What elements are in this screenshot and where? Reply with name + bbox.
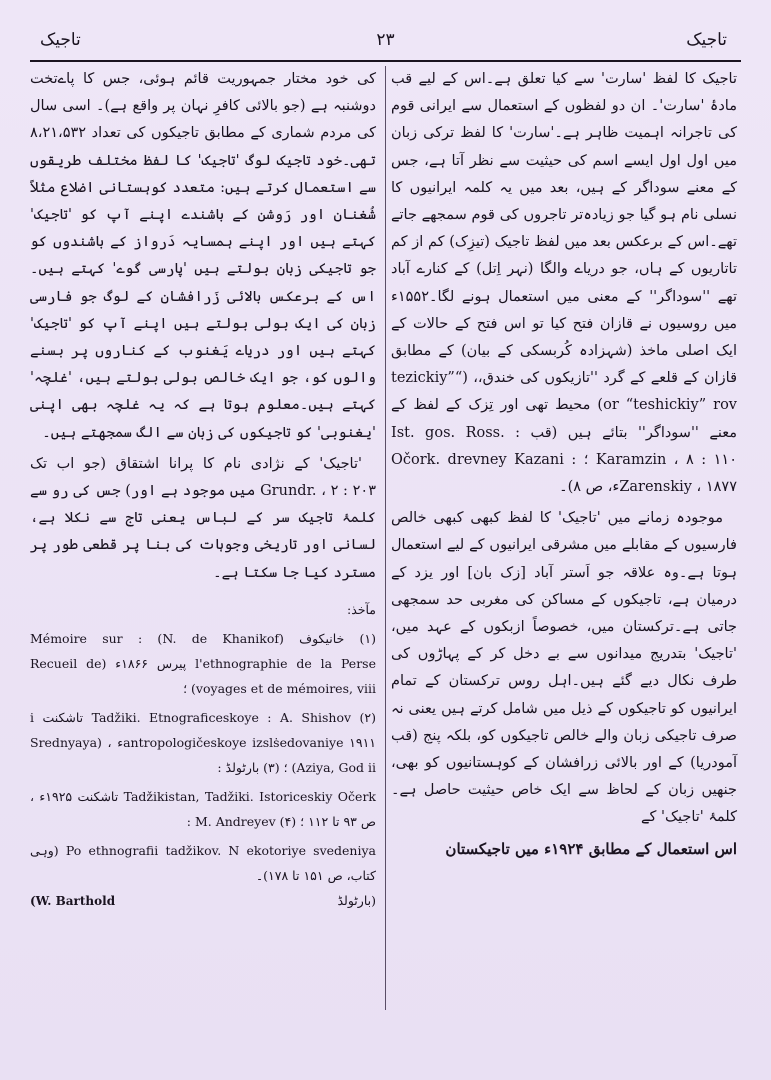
left-paragraph-2: 'تاجیک' کے نژادی نام کا پرانا اشتقاق (جو اب تک Grundr. ، ۲ : ۲۰۳ میں موجود ہے اور) جس کی رو سے کلمۂ تاجیک سر کے لباس یعنی تاج سے نکلا ہے، لسانی اور تاریخی وجوہات کی بنا پر قطعی طور پر مسترد کیا جا سکتا ہے۔ [30,455,376,581]
signature-urdu: (بارٹولڈ [337,892,376,908]
column-divider [385,66,386,1010]
running-head-left: تاجیک [40,30,81,50]
signature-latin: (W. Barthold [30,893,116,908]
running-head-right: تاجیک [686,30,727,50]
right-last-line: اس استعمال کے مطابق ۱۹۲۴ء میں تاجیکستان [445,839,737,858]
reference-entry: (۲) Tadžiki. Etnograficeskoye : A. Shishov تاشکنت i antropologičeskoye izslṡedovaniye ۱۹۱۱ء ، (Srednyaya Aziya, God ii) ؛ (۳) بارٹولڈ : [30,709,376,775]
references-heading: مآخذ: [346,601,376,617]
reference-entry: (۱) خانیکوف (N. de Khanikof) : Mémoire sur l'ethnographie de la Perse پیرس ۱۸۶۶ء (Recueil de voyages et de mémoires, viii) ؛ [30,630,376,696]
left-paragraph-1: کی خود مختار جمہوریت قائم ہوئی، جس کا پاے‌تخت دوشنبہ ہے (جو بالائی کافرِ نہان پر واقع ہے)۔ اسی سال کی مردم شماری کے مطابق تاجیکوں کی تعداد ۸،۲۱،۵۳۲ تھی۔خود تاجیک لوگ 'تاجیک' کا لفظ مختلف طریقوں سے استعمال کرتے ہیں: متعدد کوہستانی اضلاع مثلاً شُغنان اور رَوشن کے باشندے اپنے آپ کو 'تاجیک' کہتے ہیں اور اپنے ہمسایہ دَرواز کے باشندوں کو جو تاجیکی زبان بولتے ہیں 'پارسی گوے' کہتے ہیں۔اس کے برعکس بالائی زَرافشان کے لوگ جو فارسی زبان کی ایک بولی بولتے ہیں اپنے آپ کو 'تاجیک' کہتے ہیں اور دریاے یَغنوب کے کناروں پر بسنے والوں کو، جو ایک خالص بولی بولتے ہیں، 'غلچہ' کہتے ہیں۔معلوم ہوتا ہے کہ یہ غلچہ بھی اپنی 'یغنوبی' کو تاجیکوں کی زبان سے الگ سمجھتے ہیں۔ [30,71,376,441]
right-paragraph-1: تاجیک کا لفظ 'سارت' سے کیا تعلق ہے۔اس کے لیے قب مادۂ 'سارت'۔ ان دو لفظوں کے استعمال سے ایرانی قوم کی تاجرانہ اہمیت ظاہر ہے۔'سارت' کا لفظ ترکی زبان میں اول اول ایسے اسم کی حیثیت سے نظر آتا ہے، جس کے معنے سوداگر کے ہیں، بعد میں یہ کلمہ ایرانیوں کا نسلی نام ہو گیا جو زیادہ‌تر تاجروں کی قوم سمجھے جاتے تھے۔اس کے برعکس بعد میں لفظ تاجیک (تیزِک) کم از کم تاتاریوں کے ہاں، جو دریاے والگا (نہر اِتل) کے کنارے آباد تھے ''سوداگر'' کے معنی میں استعمال ہونے لگا۔۱۵۵۲ء میں روسیوں نے قازان فتح کیا تو اس فتح کے حالات کے ایک اصلی ماخذ (شہزادہ کُربسکی کے بیان) کے مطابق قازان کے قلعے کے گرد ''تازیکوں کی خندق،، (“tezickiy” or “teshickiy” rov) محیط تھی اور تِزک کے لفظ کے معنے ''سوداگر'' بتائے ہیں (قب Ist. gos. Ross. : Karamzin ، ۸ : ۱۱۰ ؛ Očork. drevney Kazani : Zarenskiy ، ۱۸۷۷ء، ص ۸)۔ [391,71,738,496]
right-column [391,66,737,863]
left-column [30,66,376,912]
page-number: ۲۳ [376,30,395,50]
references [30,597,376,888]
reference-entry: Po ethnografii tadžikov. N ekotoriye svedeniya (وہی کتاب، ص ۱۵۱ تا ۱۷۸)۔ [30,842,376,883]
author-signature [30,890,376,912]
header-rule [30,60,741,62]
right-paragraph-2: موجودہ زمانے میں 'تاجیک' کا لفظ کبھی کبھی خالص فارسیوں کے مقابلے میں مشرقی ایرانیوں کے لیے استعمال ہوتا ہے۔وہ علاقہ جو اَستر آباد [زک بان] اور یزد کے درمیان ہے، تاجیکوں کے مساکن کی مغربی حد سمجھی جاتی ہے۔ترکستان میں، خصوصاً ازبکوں کے عہد میں، 'تاجیک' بتدریج میدانوں سے بے دخل کر کے پہاڑوں کی طرف نکال دیے گئے ہیں۔اہل روس ترکستان کے تمام ایرانیوں کو تاجیکوں کے ذیل میں شامل کرتے ہیں یعنی نہ صرف تاجیکی زبان والے خالص تاجیکوں کو، بلکہ پنج (قب آمودریا) کے اور بالائی زرافشان کے کوہستانیوں کو بھی، جنھیں زبان کے لحاظ سے ایک خاص حیثیت حاصل ہے۔کلمۂ 'تاجیک' کے [391,510,737,826]
reference-entry: Tadžikistan, Tadžiki. Istoriceskiy Očerk تاشکنت ۱۹۲۵ء ، ص ۹۳ تا ۱۱۲ ؛ (۴) M. Andreyev : [30,788,377,829]
